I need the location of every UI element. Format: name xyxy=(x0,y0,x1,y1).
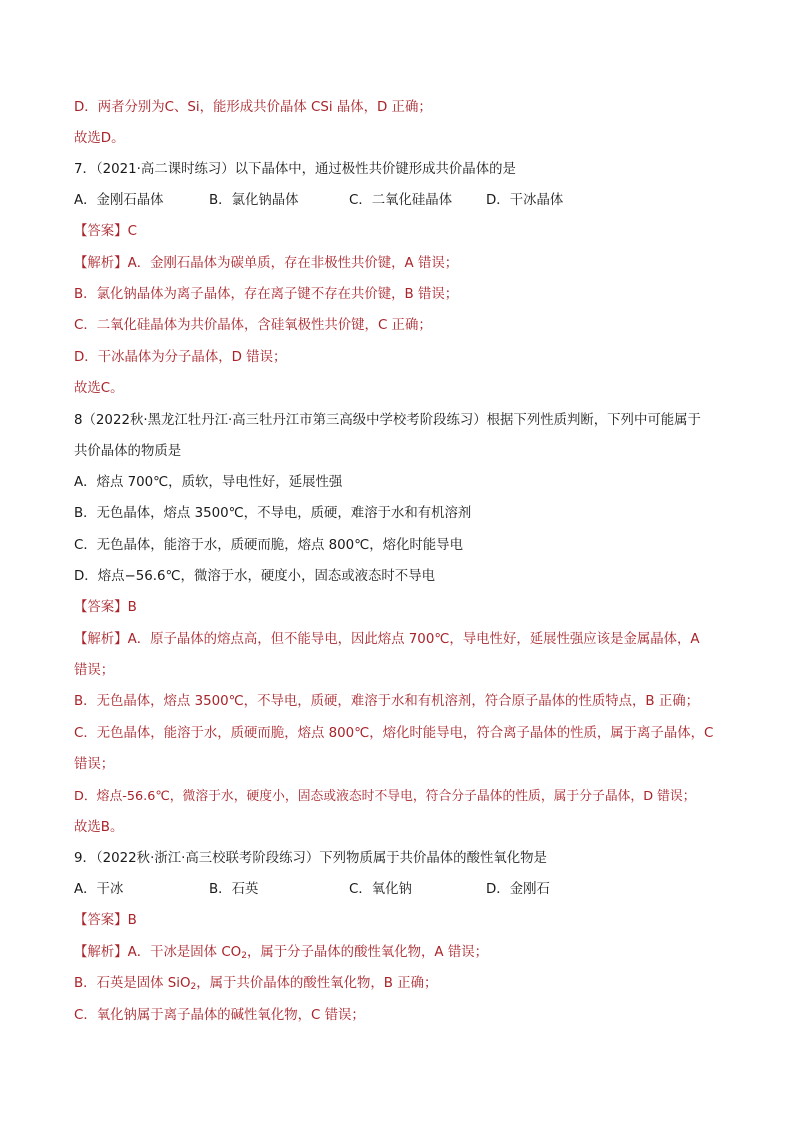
q7-answer xyxy=(74,222,137,242)
q8-analysis-c: C．无色晶体，能溶于水，质硬而脆，熔点 800℃，熔化时能导电，符合离子晶体的性质，属于离子晶体，C xyxy=(74,726,714,741)
q9-option-c: C．氧化钠 xyxy=(349,882,412,897)
q9-answer-value: B xyxy=(127,913,137,928)
q9-analysis-label: 【解析】 xyxy=(74,945,128,960)
q9-analysis-b-sub: 2 xyxy=(190,982,197,992)
q9-analysis-b-pre: B．石英是固体 SiO xyxy=(74,976,191,991)
q7-answer-label: 【答案】 xyxy=(74,224,128,239)
q8-answer xyxy=(74,598,137,618)
q8-analysis-label: 【解析】 xyxy=(74,632,128,647)
q8-stem-line2: 共价晶体的物质是 xyxy=(74,444,182,459)
q8-answer-label: 【答案】 xyxy=(74,600,128,615)
q9-option-b: B．石英 xyxy=(209,882,259,897)
q7-analysis-label: 【解析】 xyxy=(74,256,128,271)
q9-analysis-a-post: ，属于分子晶体的酸性氧化物，A 错误； xyxy=(246,945,489,960)
q8-analysis-b: B．无色晶体，熔点 3500℃，不导电，质硬，难溶于水和有机溶剂，符合原子晶体的性质特点，B 正确； xyxy=(74,694,700,709)
q9-answer-label: 【答案】 xyxy=(74,913,128,928)
q8-analysis-a xyxy=(74,630,700,650)
q7-analysis-c: C．二氧化硅晶体为共价晶体，含硅氧极性共价键，C 正确； xyxy=(74,318,432,333)
q8-analysis-c-cont: 错误； xyxy=(74,757,115,772)
q9-analysis-a xyxy=(74,943,488,963)
q9-analysis-c: C．氧化钠属于离子晶体的碱性氧化物，C 错误； xyxy=(74,1008,365,1023)
q7-options xyxy=(74,191,563,211)
q8-analysis-a-text: A．原子晶体的熔点高，但不能导电，因此熔点 700℃，导电性好，延展性强应该是金属晶体，A xyxy=(127,632,700,647)
q9-stem: 9．（2022秋·浙江·高三校联考阶段练习）下列物质属于共价晶体的酸性氧化物是 xyxy=(74,851,547,866)
q9-answer xyxy=(74,911,137,931)
q9-analysis-a-sub: 2 xyxy=(241,951,247,961)
q7-option-b: B．氯化钠晶体 xyxy=(209,193,299,208)
prev-analysis-d: D．两者分别为C、Si，能形成共价晶体 CSi 晶体，D 正确； xyxy=(74,100,432,115)
q9-option-a: A．干冰 xyxy=(74,882,124,897)
q7-analysis-a-text: A．金刚石晶体为碳单质，存在非极性共价键，A 错误； xyxy=(127,256,459,271)
q7-stem: 7．（2021·高二课时练习）以下晶体中，通过极性共价键形成共价晶体的是 xyxy=(74,162,516,177)
q7-option-d: D．干冰晶体 xyxy=(486,193,564,208)
q7-analysis-b: B．氯化钠晶体为离子晶体，存在离子键不存在共价键，B 错误； xyxy=(74,287,459,302)
q9-analysis-b xyxy=(74,974,437,994)
q9-options xyxy=(74,880,550,900)
q8-option-b: B．无色晶体，熔点 3500℃，不导电，质硬，难溶于水和有机溶剂 xyxy=(74,506,472,521)
prev-conclusion: 故选D。 xyxy=(74,131,125,146)
q9-analysis-b-post: ，属于共价晶体的酸性氧化物，B 正确； xyxy=(196,976,438,991)
q8-analysis-d: D．熔点-56.6℃，微溶于水，硬度小，固态或液态时不导电，符合分子晶体的性质，属于分子晶体，D 错误； xyxy=(74,789,696,804)
q8-option-c: C．无色晶体，能溶于水，质硬而脆，熔点 800℃，熔化时能导电 xyxy=(74,538,463,553)
q9-analysis-a-pre: A．干冰是固体 CO xyxy=(127,945,242,960)
q7-conclusion: 故选C。 xyxy=(74,381,124,396)
q7-answer-value: C xyxy=(127,224,137,239)
q7-option-a: A．金刚石晶体 xyxy=(74,193,164,208)
q9-option-d: D．金刚石 xyxy=(486,882,550,897)
q7-analysis-a xyxy=(74,254,458,274)
q7-analysis-d: D．干冰晶体为分子晶体，D 错误； xyxy=(74,350,287,365)
q7-option-c: C．二氧化硅晶体 xyxy=(349,193,453,208)
q8-conclusion: 故选B。 xyxy=(74,820,124,835)
q8-analysis-a-cont: 错误； xyxy=(74,663,115,678)
q8-answer-value: B xyxy=(127,600,137,615)
q8-option-a: A．熔点 700℃，质软，导电性好，延展性强 xyxy=(74,475,343,490)
q8-stem-line1: 8（2022秋·黑龙江牡丹江·高三牡丹江市第三高级中学校考阶段练习）根据下列性质判断，下列中可能属于 xyxy=(74,413,701,428)
q8-option-d: D．熔点−56.6℃，微溶于水，硬度小，固态或液态时不导电 xyxy=(74,569,435,584)
